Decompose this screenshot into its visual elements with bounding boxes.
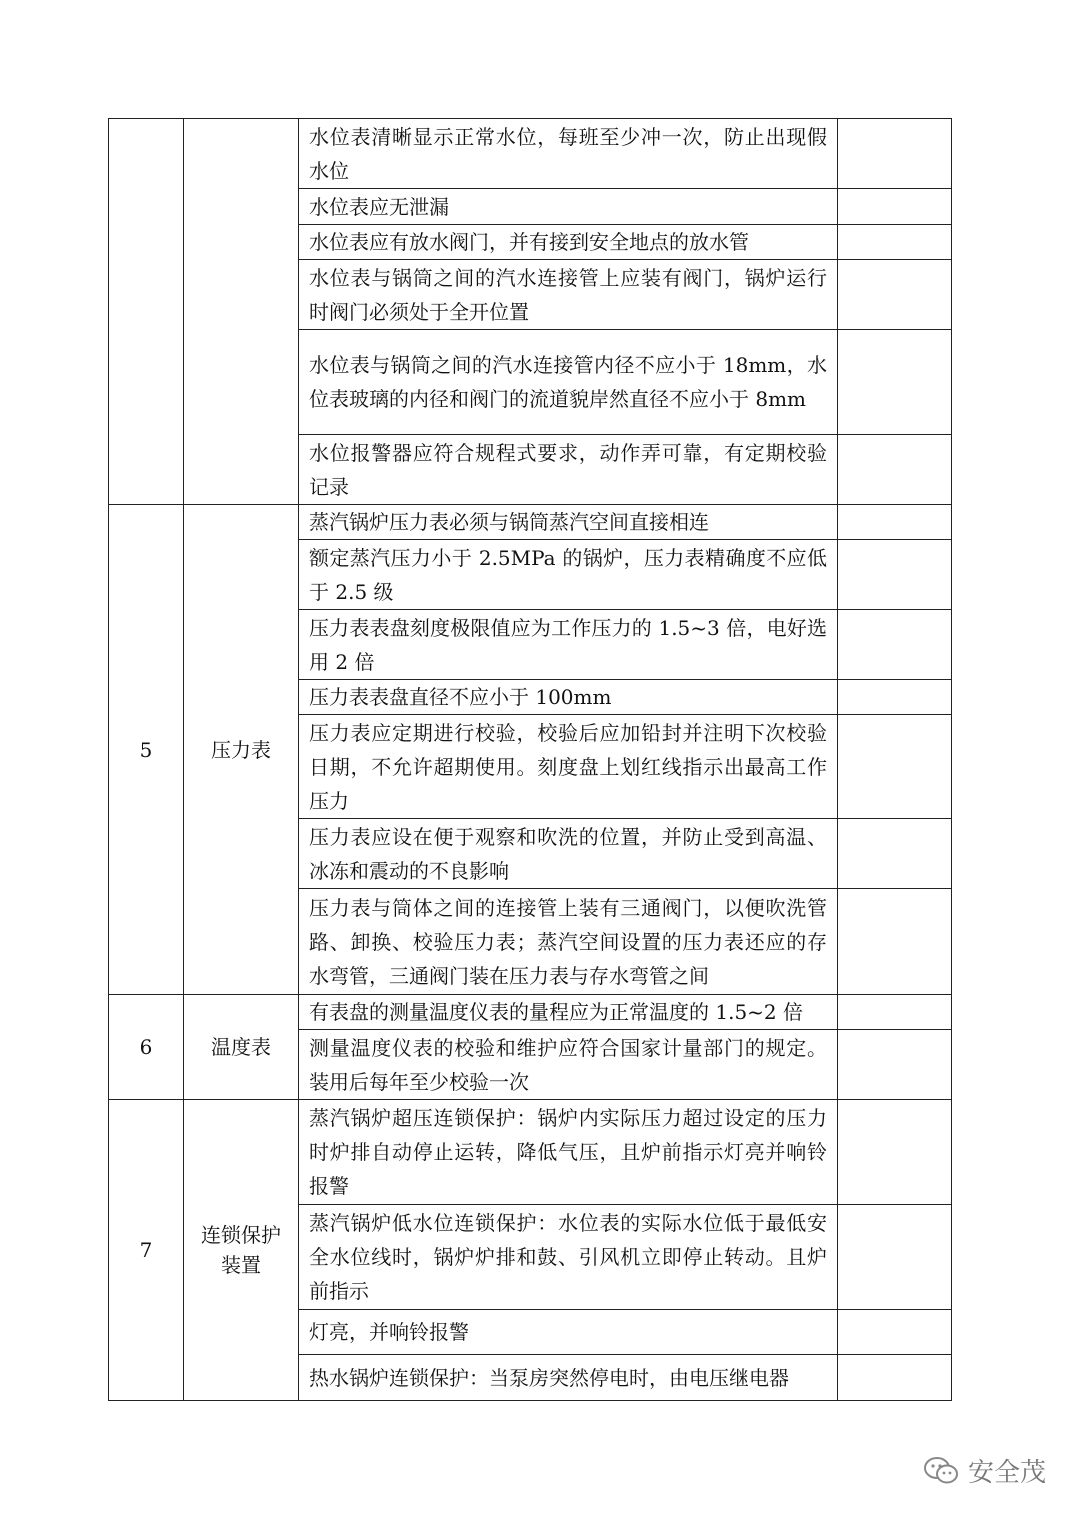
result-cell <box>838 680 952 715</box>
item-name-cell: 压力表 <box>184 505 299 995</box>
requirement-cell: 压力表表盘直径不应小于 100mm <box>299 680 838 715</box>
table-row <box>109 505 952 540</box>
result-cell <box>838 119 952 189</box>
result-cell <box>838 330 952 435</box>
result-cell <box>838 889 952 995</box>
table-row <box>109 119 952 189</box>
result-cell <box>838 1205 952 1310</box>
result-cell <box>838 819 952 889</box>
item-number-cell: 7 <box>109 1100 184 1401</box>
requirement-cell: 压力表与筒体之间的连接管上装有三通阀门，以便吹洗管路、卸换、校验压力表；蒸汽空间设置的压力表还应的存水弯管，三通阀门装在压力表与存水弯管之间 <box>299 889 838 995</box>
requirement-cell: 水位表应有放水阀门，并有接到安全地点的放水管 <box>299 225 838 260</box>
result-cell <box>838 225 952 260</box>
item-name-cell: 连锁保护装置 <box>184 1100 299 1401</box>
result-cell <box>838 1100 952 1205</box>
requirement-cell: 测量温度仪表的校验和维护应符合国家计量部门的规定。装用后每年至少校验一次 <box>299 1030 838 1100</box>
requirement-cell: 热水锅炉连锁保护：当泵房突然停电时，由电压继电器 <box>299 1355 838 1401</box>
result-cell <box>838 1030 952 1100</box>
result-cell <box>838 715 952 819</box>
requirement-cell: 额定蒸汽压力小于 2.5MPa 的锅炉，压力表精确度不应低于 2.5 级 <box>299 540 838 610</box>
result-cell <box>838 435 952 505</box>
inspection-table <box>108 118 952 1401</box>
requirement-cell: 水位表与锅筒之间的汽水连接管上应装有阀门，锅炉运行时阀门必须处于全开位置 <box>299 260 838 330</box>
result-cell <box>838 260 952 330</box>
requirement-cell: 压力表表盘刻度极限值应为工作压力的 1.5~3 倍，电好选用 2 倍 <box>299 610 838 680</box>
requirement-cell: 水位表应无泄漏 <box>299 189 838 225</box>
requirement-cell: 蒸汽锅炉低水位连锁保护：水位表的实际水位低于最低安全水位线时，锅炉炉排和鼓、引风机立即停止转动。且炉前指示 <box>299 1205 838 1310</box>
requirement-cell: 灯亮，并响铃报警 <box>299 1310 838 1355</box>
table-row <box>109 1100 952 1205</box>
requirement-cell: 蒸汽锅炉压力表必须与锅筒蒸汽空间直接相连 <box>299 505 838 540</box>
requirement-cell: 水位表清晰显示正常水位，每班至少冲一次，防止出现假水位 <box>299 119 838 189</box>
result-cell <box>838 189 952 225</box>
result-cell <box>838 540 952 610</box>
requirement-cell: 压力表应设在便于观察和吹洗的位置，并防止受到高温、冰冻和震动的不良影响 <box>299 819 838 889</box>
requirement-cell: 有表盘的测量温度仪表的量程应为正常温度的 1.5~2 倍 <box>299 995 838 1030</box>
result-cell <box>838 995 952 1030</box>
watermark <box>924 1452 1046 1489</box>
result-cell <box>838 505 952 540</box>
item-number-cell <box>109 119 184 505</box>
requirement-cell: 蒸汽锅炉超压连锁保护：锅炉内实际压力超过设定的压力时炉排自动停止运转，降低气压，且炉前指示灯亮并响铃报警 <box>299 1100 838 1205</box>
result-cell <box>838 1355 952 1401</box>
item-name-cell: 温度表 <box>184 995 299 1100</box>
result-cell <box>838 1310 952 1355</box>
item-name-cell <box>184 119 299 505</box>
watermark-text: 安全茂 <box>967 1458 1046 1488</box>
requirement-cell: 水位表与锅筒之间的汽水连接管内径不应小于 18mm，水位表玻璃的内径和阀门的流道貌岸然直径不应小于 8mm <box>299 330 838 435</box>
table-row <box>109 995 952 1030</box>
item-number-cell: 5 <box>109 505 184 995</box>
item-number-cell: 6 <box>109 995 184 1100</box>
wechat-icon <box>924 1456 960 1486</box>
result-cell <box>838 610 952 680</box>
requirement-cell: 压力表应定期进行校验，校验后应加铅封并注明下次校验日期，不允许超期使用。刻度盘上划红线指示出最高工作压力 <box>299 715 838 819</box>
requirement-cell: 水位报警器应符合规程式要求，动作弄可靠，有定期校验记录 <box>299 435 838 505</box>
